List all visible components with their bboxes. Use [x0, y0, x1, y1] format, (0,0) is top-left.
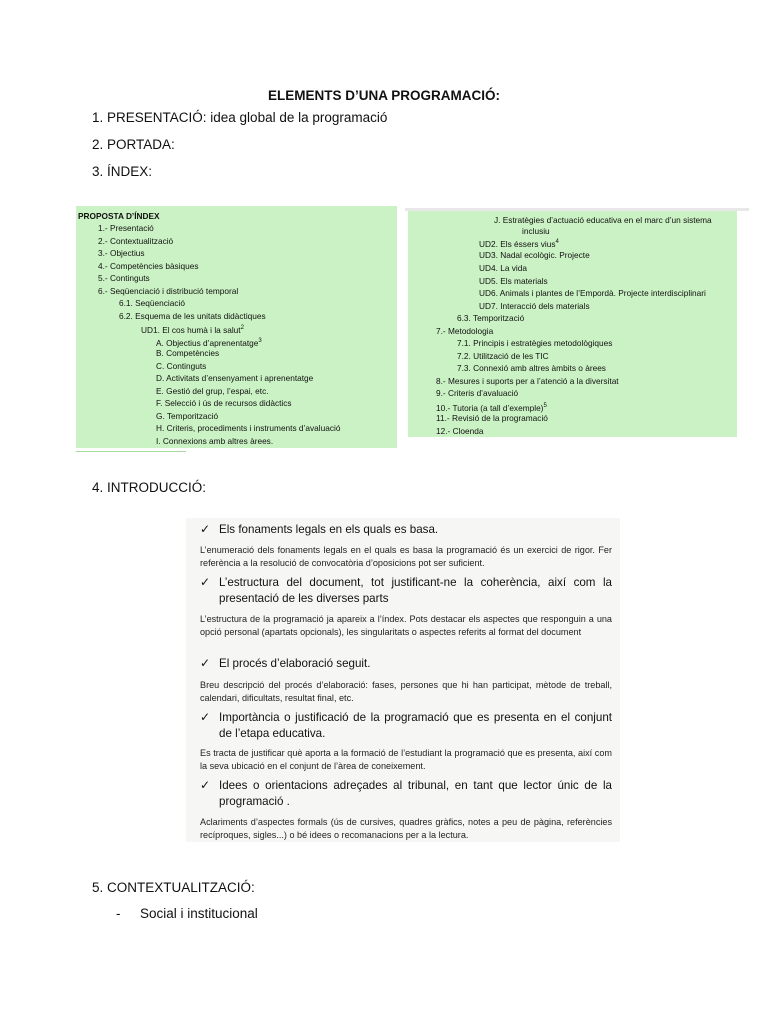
- intro-paragraph: Aclariments d’aspectes formals (ús de cursives, quadres gràfics, notes a peu de pàgina, referències recíproques, sigles...) o bé idees o recomanacions per a la lectura.: [200, 817, 612, 840]
- index-item: 7.- Metodologia: [436, 325, 494, 336]
- index-item: J. Estratègies d’actuació educativa en el marc d’un sistema: [494, 215, 712, 225]
- index-item: UD3. Nadal ecològic. Projecte: [479, 250, 590, 260]
- index-item-label: A. Objectius d’aprenentatge: [156, 337, 259, 348]
- index-item: 3.- Objectius: [98, 248, 145, 258]
- divider: [76, 451, 186, 452]
- index-item: 8.- Mesures i suports per a l’atenció a la diversitat: [436, 375, 619, 386]
- index-item: D. Activitats d’ensenyament i aprenentatge: [156, 373, 314, 383]
- footnote-ref: 4: [555, 239, 559, 245]
- index-title: PROPOSTA D’ÍNDEX: [78, 211, 160, 221]
- index-item: 6.2. Esquema de les unitats didàctiques: [119, 310, 266, 321]
- section-portada: 2. PORTADA:: [92, 137, 175, 152]
- intro-heading-text: Importància o justificació de la programació que es presenta en el conjunt de l’etapa educativa.: [219, 711, 612, 740]
- index-item-label: UD1. El cos humà i la salut: [141, 324, 241, 335]
- check-icon: ✓: [200, 656, 211, 670]
- check-icon: ✓: [200, 710, 211, 724]
- section-index: 3. ÍNDEX:: [92, 164, 153, 179]
- index-item: inclusiu: [522, 226, 550, 236]
- index-item: 1.- Presentació: [98, 223, 154, 233]
- index-item: 6.1. Seqüenciació: [119, 298, 185, 308]
- check-icon: ✓: [200, 778, 211, 792]
- intro-heading-text: Idees o orientacions adreçades al tribunal, en tant que lector únic de la programació .: [219, 779, 612, 808]
- index-item: F. Selecció i ús de recursos didàctics: [156, 398, 292, 408]
- intro-paragraph: Breu descripció del procés d’elaboració: fases, persones que hi han participat, mètode de treball, calendari, dificultats, resultat final, etc.: [200, 680, 612, 703]
- index-item: 6.3. Temporització: [457, 313, 525, 323]
- index-item: 6.- Seqüenciació i distribució temporal: [98, 285, 239, 296]
- intro-heading-text: L’estructura del document, tot justificant-ne la coherència, així com la presentació de les diverses parts: [219, 576, 612, 605]
- index-item: C. Continguts: [156, 360, 207, 371]
- footnote-ref: 3: [258, 337, 262, 344]
- index-item-label: 10.- Tutoria (a tall d’exemple): [436, 402, 544, 413]
- index-item: 7.2. Utilització de les TIC: [457, 350, 549, 361]
- index-item: UD6. Animals i plantes de l’Empordà. Projecte interdisciplinari: [479, 288, 706, 298]
- intro-paragraph: Es tracta de justificar què aporta a la formació de l’estudiant la programació que es presenta, així com la seva ubicació en el conjunt de l’àrea de coneixement.: [200, 748, 612, 771]
- index-item: 12.- Cloenda: [436, 425, 484, 436]
- list-dash: -: [116, 906, 121, 921]
- index-item: G. Temporització: [156, 410, 219, 421]
- index-item: I. Connexions amb altres àrees.: [156, 435, 274, 446]
- list-item: Social i institucional: [140, 906, 258, 921]
- check-icon: ✓: [200, 575, 211, 589]
- index-item: 11.- Revisió de la programació: [436, 413, 548, 423]
- index-item: E. Gestió del grup, l’espai, etc.: [156, 385, 269, 396]
- document-title: ELEMENTS D’UNA PROGRAMACIÓ:: [268, 88, 500, 103]
- intro-paragraph: L’enumeració dels fonaments legals en el quals es basa la programació és un exercici de rigor. Fer referència a la resolució de convocatòria d’oposicions pot ser suficient.: [200, 545, 612, 568]
- footnote-ref: 2: [240, 325, 244, 331]
- footnote-ref: 5: [543, 402, 547, 409]
- index-item: B. Competències: [156, 348, 220, 358]
- index-item: UD5. Els materials: [479, 275, 548, 286]
- check-icon: ✓: [200, 522, 211, 536]
- section-contextualitzacio: 5. CONTEXTUALITZACIÓ:: [92, 880, 255, 895]
- index-item: H. Criteris, procediments i instruments d’avaluació: [156, 423, 341, 433]
- index-item: 7.3. Connexió amb altres àmbits o àrees: [457, 363, 606, 373]
- index-item: 9.- Criteris d’avaluació: [436, 388, 519, 398]
- index-item: 5.- Continguts: [98, 273, 150, 283]
- index-item-label: UD2. Els éssers vius: [479, 238, 556, 249]
- index-item: UD4. La vida: [479, 263, 527, 273]
- intro-heading-text: Els fonaments legals en els quals es basa.: [219, 523, 439, 536]
- index-item: 4.- Competències bàsiques: [98, 260, 199, 271]
- index-item: UD7. Interacció dels materials: [479, 300, 590, 311]
- introduction-figure: [186, 518, 620, 842]
- section-introduccio: 4. INTRODUCCIÓ:: [92, 480, 207, 495]
- index-item: 2.- Contextualització: [98, 235, 174, 246]
- index-item: 7.1. Principis i estratègies metodològiques: [457, 338, 613, 348]
- intro-heading-text: El procés d’elaboració seguit.: [219, 657, 371, 670]
- intro-paragraph: L’estructura de la programació ja apareix a l’índex. Pots destacar els aspectes que responguin a una opció personal (apartats opcionals), les singularitats o aspectes referits al format del document: [200, 614, 612, 637]
- section-presentacio: 1. PRESENTACIÓ: idea global de la programació: [92, 110, 388, 125]
